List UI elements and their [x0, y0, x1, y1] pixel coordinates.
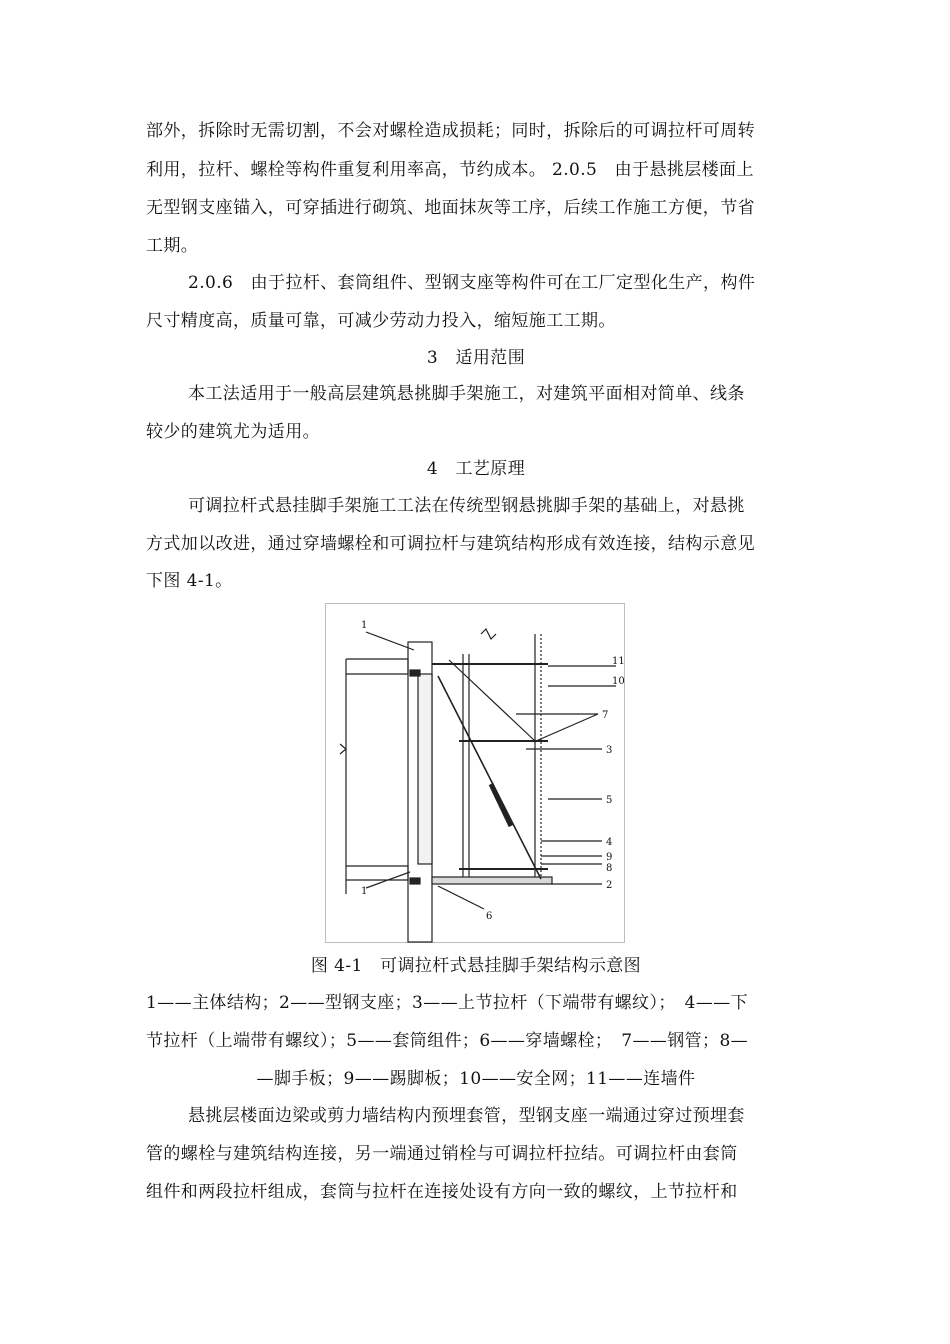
section-heading: 3 适用范围 — [426, 348, 526, 368]
legend-line: 1——主体结构；2——型钢支座；3——上节拉杆（下端带有螺纹）； 4——下 — [146, 993, 749, 1013]
body-line: 方式加以改进，通过穿墙螺栓和可调拉杆与建筑结构形成有效连接，结构示意见 — [146, 534, 755, 554]
body-line: 较少的建筑尤为适用。 — [146, 422, 320, 442]
figure-label: 8 — [606, 863, 613, 874]
body-line: 下图 4-1。 — [146, 571, 233, 591]
legend-line: —脚手板；9——踢脚板；10——安全网；11——连墙件 — [256, 1069, 696, 1089]
body-line: 尺寸精度高，质量可靠，可减少劳动力投入，缩短施工工期。 — [146, 311, 616, 331]
body-line: 2.0.6 由于拉杆、套筒组件、型钢支座等构件可在工厂定型化生产，构件 — [188, 273, 756, 293]
scaffold-structure-diagram — [326, 604, 626, 944]
figure-label: 7 — [602, 710, 609, 721]
body-line: 悬挑层楼面边梁或剪力墙结构内预埋套管，型钢支座一端通过穿过预埋套 — [188, 1106, 745, 1126]
body-line: 部外，拆除时无需切割，不会对螺栓造成损耗；同时，拆除后的可调拉杆可周转 — [146, 121, 755, 141]
body-line: 本工法适用于一般高层建筑悬挑脚手架施工，对建筑平面相对简单、线条 — [188, 384, 745, 404]
figure-label: 10 — [612, 676, 625, 687]
body-line: 管的螺栓与建筑结构连接，另一端通过销栓与可调拉杆拉结。可调拉杆由套筒 — [146, 1144, 738, 1164]
figure-label: 1 — [361, 886, 368, 897]
figure-label: 11 — [612, 656, 625, 667]
figure-label: 4 — [606, 837, 613, 848]
section-heading: 4 工艺原理 — [426, 459, 526, 479]
figure-label: 3 — [606, 745, 613, 756]
legend-line: 节拉杆（上端带有螺纹）；5——套筒组件；6——穿墙螺栓； 7——钢管；8— — [146, 1031, 749, 1051]
body-line: 可调拉杆式悬挂脚手架施工工法在传统型钢悬挑脚手架的基础上，对悬挑 — [188, 496, 745, 516]
body-line: 利用，拉杆、螺栓等构件重复利用率高，节约成本。 2.0.5 由于悬挑层楼面上 — [146, 160, 754, 180]
figure-label: 2 — [606, 880, 613, 891]
figure-label: 6 — [486, 911, 493, 922]
body-line: 工期。 — [146, 236, 199, 256]
body-line: 无型钢支座锚入，可穿插进行砌筑、地面抹灰等工序，后续工作施工方便，节省 — [146, 198, 755, 218]
body-line: 组件和两段拉杆组成，套筒与拉杆在连接处设有方向一致的螺纹，上节拉杆和 — [146, 1182, 738, 1202]
figure-label: 1 — [361, 620, 368, 631]
figure-label: 9 — [606, 852, 613, 863]
figure-caption: 图 4-1 可调拉杆式悬挂脚手架结构示意图 — [310, 956, 642, 976]
figure-4-1 — [325, 603, 625, 943]
figure-label: 5 — [606, 795, 613, 806]
